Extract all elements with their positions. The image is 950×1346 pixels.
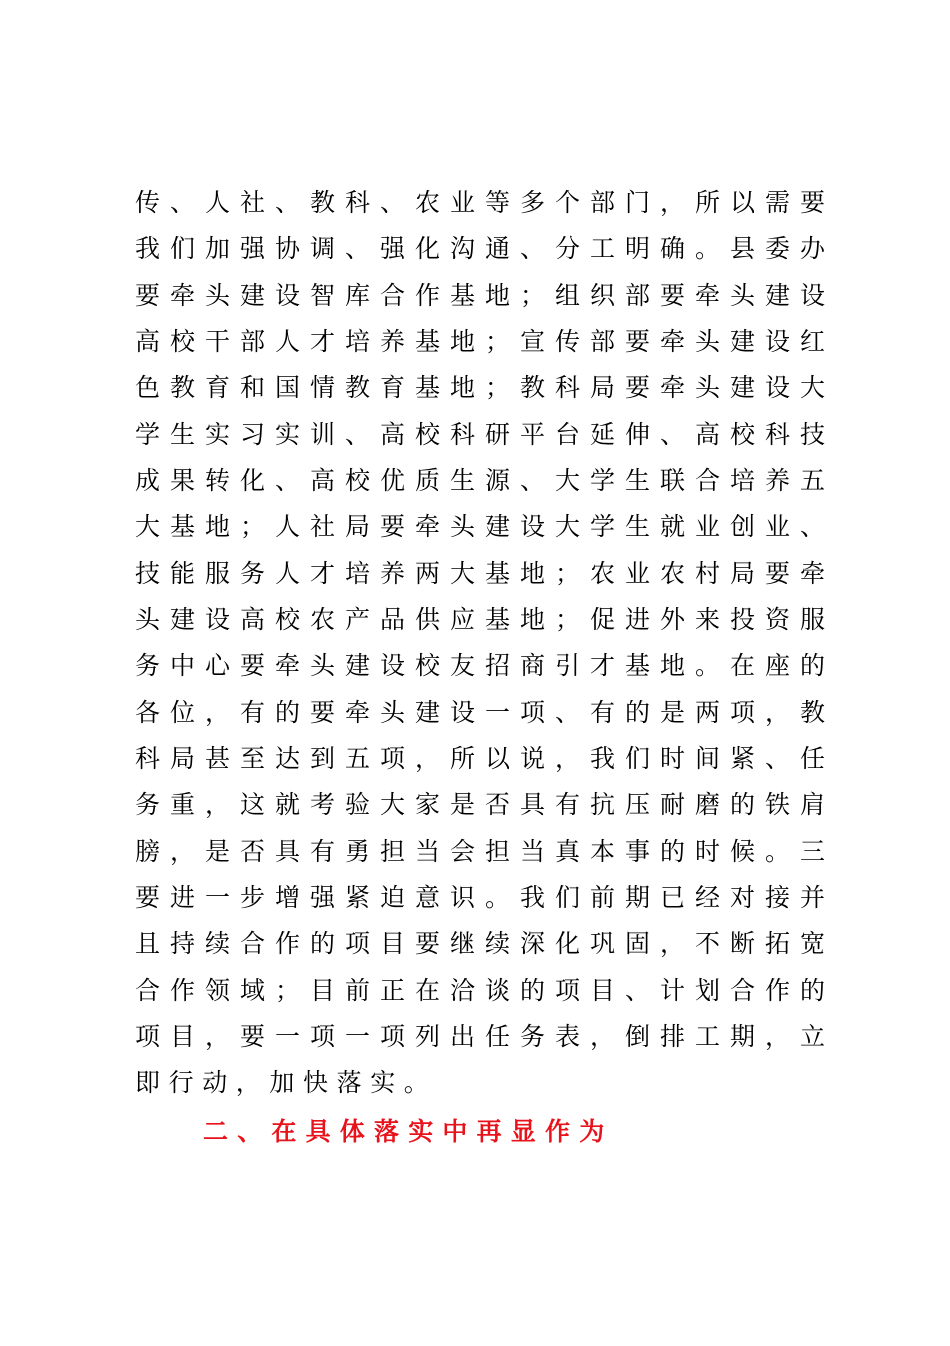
paragraph-line: 成果转化、高校优质生源、大学生联合培养五 [135,465,825,495]
body-paragraph [135,180,825,1107]
paragraph-line: 高校干部人才培养基地；宣传部要牵头建设红 [135,326,825,356]
paragraph-line: 学生实习实训、高校科研平台延伸、高校科技 [135,419,825,449]
paragraph-line: 要进一步增强紧迫意识。我们前期已经对接并 [135,882,825,912]
paragraph-last-line: 即行动，加快落实。 [135,1068,438,1098]
paragraph-line: 色教育和国情教育基地；教科局要牵头建设大 [135,373,825,403]
paragraph-line: 项目，要一项一项列出任务表，倒排工期，立 [135,1021,825,1051]
paragraph-line: 务中心要牵头建设校友招商引才基地。在座的 [135,651,825,681]
paragraph-line: 技能服务人才培养两大基地；农业农村局要牵 [135,558,825,588]
paragraph-line: 我们加强协调、强化沟通、分工明确。县委办 [135,234,825,264]
paragraph-line: 要牵头建设智库合作基地；组织部要牵头建设 [135,280,825,310]
paragraph-line: 合作领域；目前正在洽谈的项目、计划合作的 [135,975,825,1005]
section-heading: 二、在具体落实中再显作为 [203,1117,614,1146]
paragraph-line: 头建设高校农产品供应基地；促进外来投资服 [135,604,825,634]
paragraph-line: 各位，有的要牵头建设一项、有的是两项，教 [135,697,825,727]
paragraph-line: 传、人社、教科、农业等多个部门，所以需要 [135,188,825,217]
paragraph-line: 且持续合作的项目要继续深化巩固，不断拓宽 [135,929,825,959]
paragraph-line: 大基地；人社局要牵头建设大学生就业创业、 [135,512,825,542]
paragraph-line: 科局甚至达到五项，所以说，我们时间紧、任 [135,743,825,773]
paragraph-line: 务重，这就考验大家是否具有抗压耐磨的铁肩 [135,790,825,820]
paragraph-line: 膀，是否具有勇担当会担当真本事的时候。三 [135,836,825,866]
